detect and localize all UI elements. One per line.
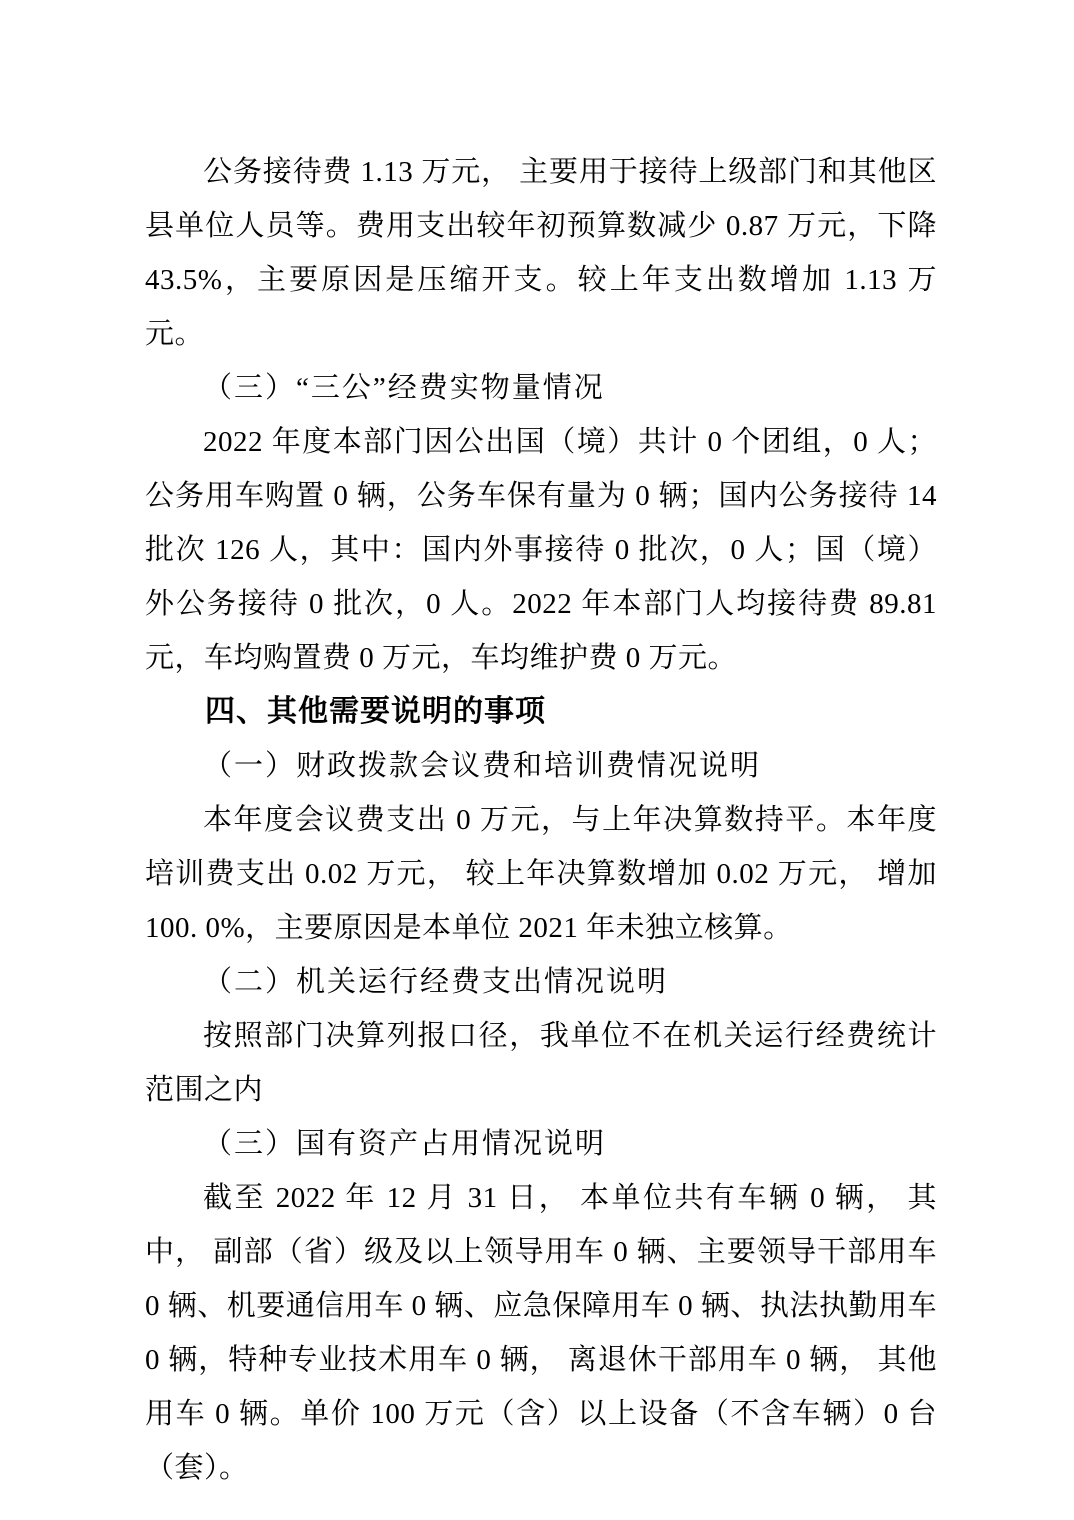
paragraph-meeting-training-details: 本年度会议费支出 0 万元，与上年决算数持平。本年度培训费支出 0.02 万元， 较上年决算数增加 0.02 万元， 增加 100. 0%，主要原因是本单位 2021 年未独立核算。 xyxy=(145,804,937,944)
paragraph-three-public-details: 2022 年度本部门因公出国（境）共计 0 个团组，0 人；公务用车购置 0 辆，公务车保有量为 0 辆；国内公务接待 14 批次 126 人，其中：国内外事接待 0 批次，0 人；国（境）外公务接待 0 批次，0 人。2022 年本部门人均接待费 89.81 元，车均购置费 0 万元，车均维护费 0 万元。 xyxy=(145,426,937,674)
subheading-state-asset-occupation: （三）国有资产占用情况说明 xyxy=(203,1128,607,1160)
document-content xyxy=(145,145,937,1495)
subheading-meeting-training-fees: （一）财政拨款会议费和培训费情况说明 xyxy=(203,750,762,782)
paragraph-agency-operating-details: 按照部门决算列报口径，我单位不在机关运行经费统计范围之内 xyxy=(145,1020,937,1106)
subheading-three-public-physical-quantity: （三）“三公”经费实物量情况 xyxy=(203,372,605,404)
paragraph-state-asset-details: 截至 2022 年 12 月 31 日， 本单位共有车辆 0 辆， 其中， 副部（省）级及以上领导用车 0 辆、主要领导干部用车 0 辆、机要通信用车 0 辆、应急保障用车 0 辆、执法执勤用车 0 辆，特种专业技术用车 0 辆， 离退休干部用车 0 辆， 其他用车 0 辆。单价 100 万元（含）以上设备（不含车辆）0 台（套）。 xyxy=(145,1182,937,1484)
subheading-agency-operating-expense: （二）机关运行经费支出情况说明 xyxy=(203,966,669,998)
section-heading-other-matters: 四、其他需要说明的事项 xyxy=(205,695,546,728)
paragraph-reception-expense: 公务接待费 1.13 万元， 主要用于接待上级部门和其他区县单位人员等。费用支出较年初预算数减少 0.87 万元，下降 43.5%，主要原因是压缩开支。较上年支出数增加 1.13 万元。 xyxy=(145,156,937,350)
